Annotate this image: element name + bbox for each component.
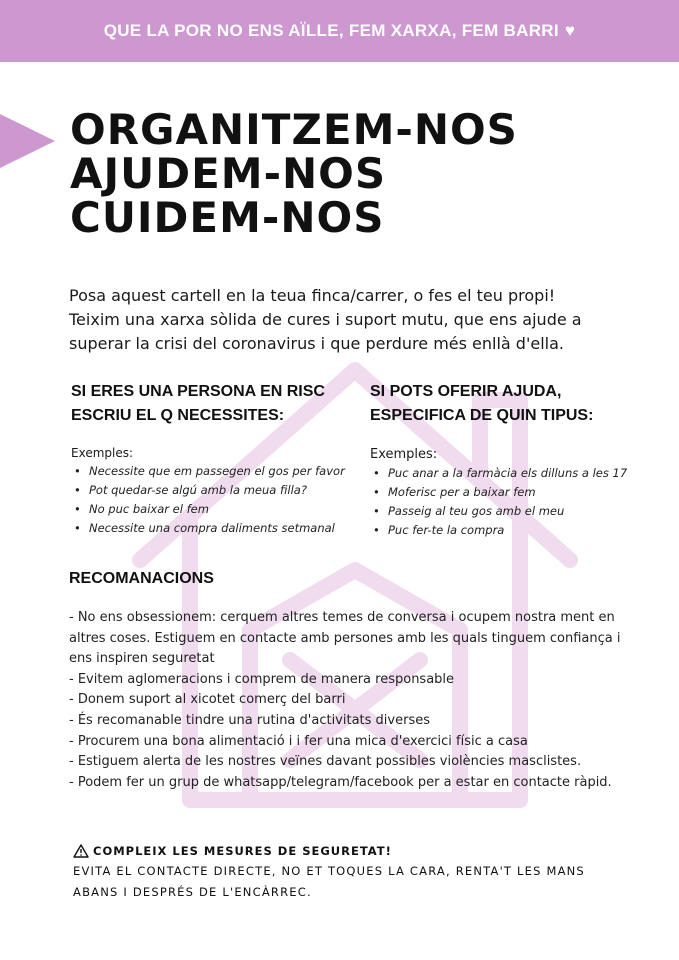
example-item: • Necessite que em passegen el gos per favor — [71, 462, 361, 481]
example-item: • Passeig al teu gos amb el meu — [370, 502, 660, 521]
recommendation-line: altres coses. Estiguem en contacte amb persones amb les quals tinguem confiança i — [69, 630, 621, 646]
need-help-heading — [71, 380, 361, 428]
example-item: • Moferisc per a baixar fem — [370, 483, 660, 502]
recommendation-line: - Procurem una bona alimentació i i fer una mica d'exercici físic a casa — [69, 733, 528, 749]
offer-help-heading — [370, 380, 660, 428]
recommendation-line: - No ens obsessionem: cerquem altres temes de conversa i ocupem nostra ment en — [69, 610, 615, 625]
safety-line: ABANS I DESPRÉS DE L'ENCÀRREC. — [73, 885, 312, 899]
safety-heading — [73, 841, 653, 861]
safety-heading-text: COMPLEIX LES MESURES DE SEGURETAT! — [93, 844, 392, 858]
top-banner — [0, 0, 679, 62]
examples-label: Exemples: — [370, 447, 438, 462]
offer-help-column — [370, 380, 660, 540]
warning-icon — [73, 844, 89, 858]
heading-line: ESCRIU EL Q NECESSITES: — [71, 407, 285, 424]
accent-triangle — [0, 114, 55, 168]
heart-icon: ♥ — [564, 21, 576, 40]
example-item: • Puc fer-te la compra — [370, 521, 660, 540]
safety-line: EVITA EL CONTACTE DIRECTE, NO ET TOQUES LA CARA, RENTA'T LES MANS — [73, 864, 585, 878]
recommendations-heading: RECOMANACIONS — [69, 570, 214, 587]
recommendations-list — [69, 608, 644, 793]
banner-text: QUE LA POR NO ENS AÏLLE, FEM XARXA, FEM BARRI — [103, 21, 559, 40]
title-line-1: ORGANITZEM-NOS — [70, 105, 518, 154]
recommendation-line: - Evitem aglomeracions i comprem de manera responsable — [69, 671, 455, 687]
intro-line: Teixim una xarxa sòlida de cures i suport mutu, que ens ajude a — [69, 310, 582, 329]
safety-text — [73, 861, 653, 903]
example-item: • Pot quedar-se algú amb la meua filla? — [71, 481, 361, 500]
title-line-3: CUIDEM-NOS — [70, 193, 385, 242]
heading-line: ESPECIFICA DE QUIN TIPUS: — [370, 407, 594, 424]
recommendation-line: - Podem fer un grup de whatsapp/telegram/facebook per a estar en contacte ràpid. — [69, 774, 612, 790]
need-help-column — [71, 380, 361, 538]
title-line-2: AJUDEM-NOS — [70, 149, 387, 198]
safety-notice — [73, 841, 653, 903]
heading-line: SI ERES UNA PERSONA EN RISC — [71, 383, 325, 400]
example-item: • Puc anar a la farmàcia els dilluns a les 17 — [370, 464, 660, 483]
heading-line: SI POTS OFERIR AJUDA, — [370, 383, 562, 400]
intro-line: Posa aquest cartell en la teua finca/carrer, o fes el teu propi! — [69, 286, 556, 305]
recommendation-line: - Donem suport al xicotet comerç del barri — [69, 692, 346, 708]
intro-paragraph — [69, 284, 629, 356]
examples-list — [71, 462, 361, 538]
page-title — [70, 105, 518, 242]
examples-label: Exemples: — [71, 446, 134, 460]
recommendation-line: ens inspiren seguretat — [69, 651, 215, 667]
intro-line: superar la crisi del coronavirus i que perdure més enllà d'ella. — [69, 334, 564, 353]
examples-list — [370, 464, 660, 540]
example-item: • Necessite una compra daliments setmanal — [71, 519, 361, 538]
recommendation-line: - Estiguem alerta de les nostres veïnes davant possibles violències masclistes. — [69, 754, 582, 770]
recommendation-line: - És recomanable tindre una rutina d'activitats diverses — [69, 712, 430, 728]
example-item: • No puc baixar el fem — [71, 500, 361, 519]
